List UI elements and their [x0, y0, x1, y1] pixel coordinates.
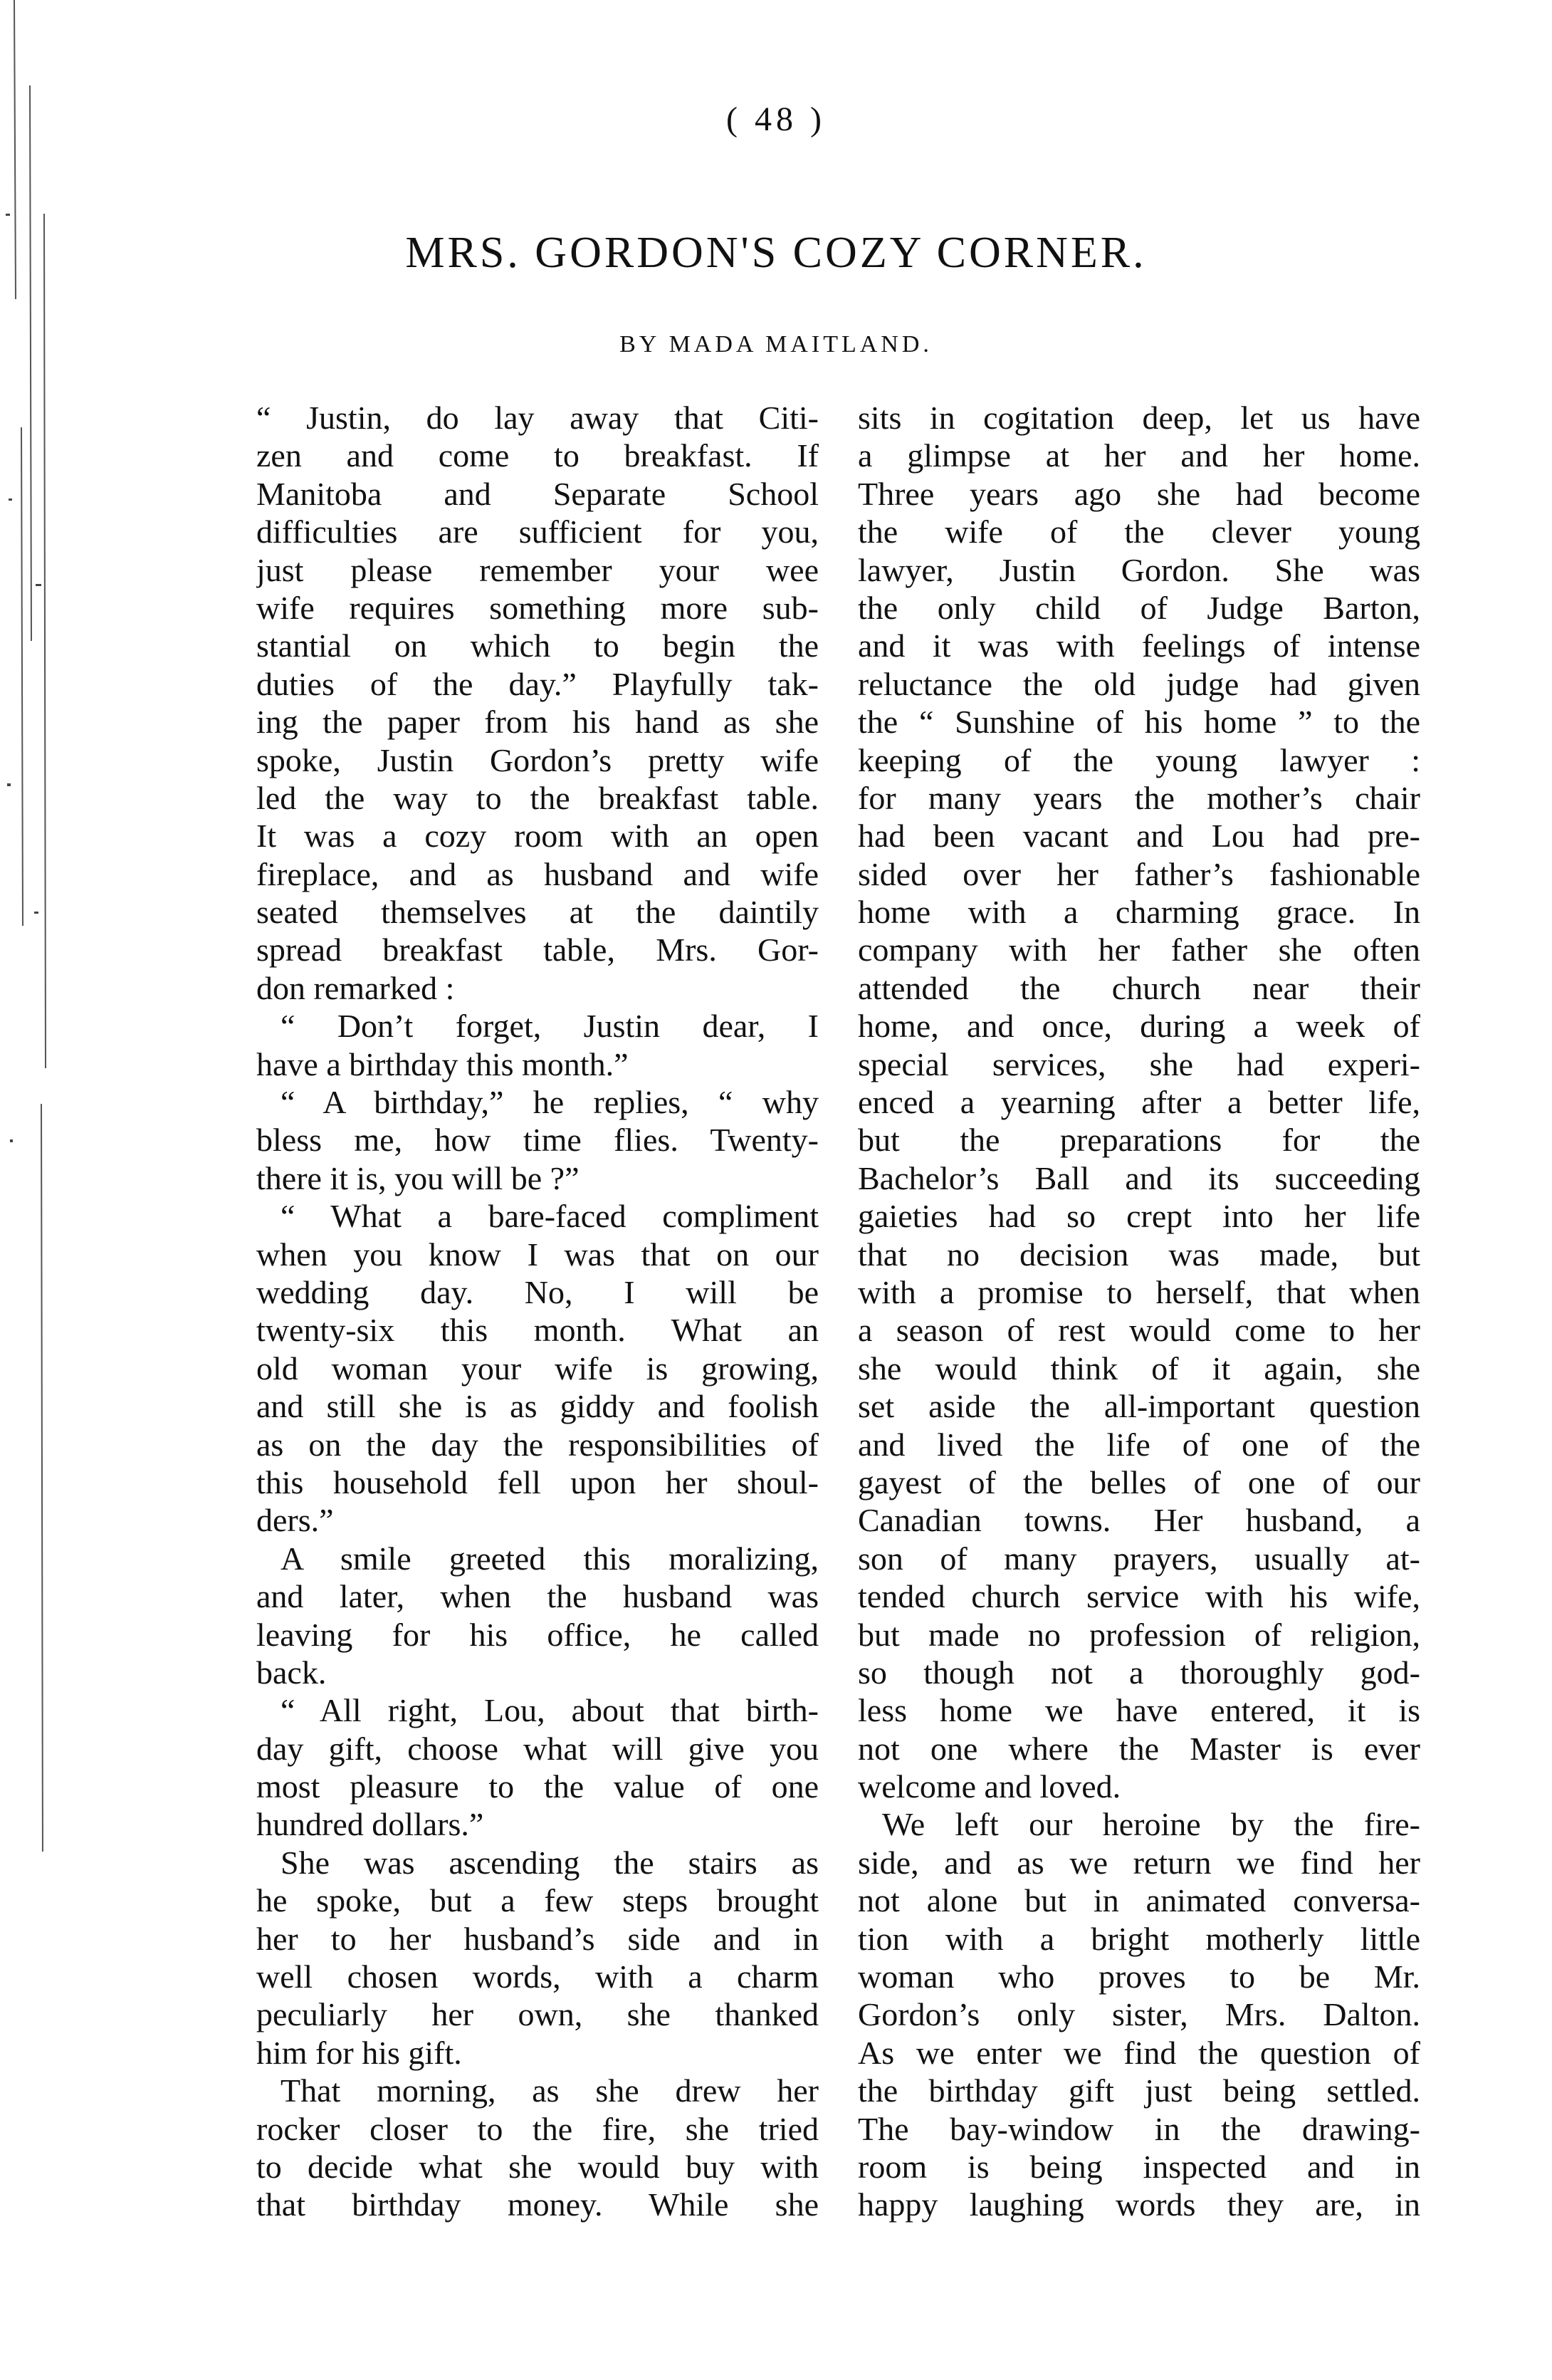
text-line: special services, she had experi- — [858, 1045, 1420, 1082]
text-line: so though not a thoroughly god- — [858, 1654, 1420, 1691]
text-line: a season of rest would come to her — [858, 1312, 1420, 1349]
text-line: enced a yearning after a better life, — [858, 1084, 1420, 1121]
text-line: hundred dollars.” — [256, 1806, 484, 1843]
text-line: home, and once, during a week of — [858, 1008, 1420, 1045]
text-line: set aside the all-important question — [858, 1388, 1420, 1425]
text-line: twenty-six this month. What an — [256, 1312, 819, 1349]
text-line: attended the church near their — [858, 969, 1420, 1006]
text-line: have a birthday this month.” — [256, 1045, 629, 1082]
text-line: for many years the mother’s chair — [858, 779, 1420, 816]
text-line: rocker closer to the fire, she tried — [256, 2110, 819, 2147]
text-line: most pleasure to the value of one — [256, 1768, 819, 1805]
text-line: when you know I was that on our — [256, 1236, 819, 1273]
text-line: and still she is as giddy and foolish — [256, 1388, 819, 1425]
text-line: woman who proves to be Mr. — [858, 1958, 1420, 1995]
text-line: tion with a bright motherly little — [858, 1920, 1420, 1957]
text-line: that no decision was made, but — [858, 1236, 1420, 1273]
text-line: Three years ago she had become — [858, 475, 1420, 512]
text-line: back. — [256, 1654, 327, 1691]
text-line: that birthday money. While she — [256, 2186, 819, 2223]
text-line: ders.” — [256, 1502, 334, 1539]
text-line: as on the day the responsibilities of — [256, 1426, 819, 1463]
text-line: bless me, how time flies. Twenty- — [256, 1122, 819, 1159]
text-line: home with a charming grace. In — [858, 894, 1420, 931]
article-column-left — [256, 399, 819, 2307]
text-line: sits in cogitation deep, let us have — [858, 400, 1420, 436]
text-line: to decide what she would buy with — [256, 2148, 819, 2185]
text-line: The bay-window in the drawing- — [858, 2110, 1420, 2147]
text-line: It was a cozy room with an open — [256, 818, 819, 855]
text-line: there it is, you will be ?” — [256, 1159, 580, 1196]
text-line: gaieties had so crept into her life — [858, 1198, 1420, 1235]
text-line: sided over her father’s fashionable — [858, 855, 1420, 892]
text-line: happy laughing words they are, in — [858, 2186, 1420, 2223]
text-line: As we enter we find the question of — [858, 2034, 1420, 2071]
text-line: the birthday gift just being settled. — [858, 2072, 1420, 2109]
text-line: spoke, Justin Gordon’s pretty wife — [256, 741, 819, 778]
text-line: led the way to the breakfast table. — [256, 779, 819, 816]
text-line: peculiarly her own, she thanked — [256, 1996, 819, 2033]
text-line: not one where the Master is ever — [858, 1730, 1420, 1767]
text-line: wife requires something more sub- — [256, 589, 819, 626]
text-line: Canadian towns. Her husband, a — [858, 1502, 1420, 1539]
text-line: Manitoba and Separate School — [256, 475, 819, 512]
text-line: day gift, choose what will give you — [256, 1730, 819, 1767]
text-line: spread breakfast table, Mrs. Gor- — [256, 931, 819, 969]
text-line: A smile greeted this moralizing, — [280, 1540, 819, 1577]
text-line: but the preparations for the — [858, 1122, 1420, 1159]
text-line: company with her father she often — [858, 931, 1420, 969]
text-line: duties of the day.” Playfully tak- — [256, 665, 819, 702]
text-line: “ What a bare-faced compliment — [280, 1198, 819, 1235]
text-line: keeping of the young lawyer : — [858, 741, 1420, 778]
text-line: she would think of it again, she — [858, 1350, 1420, 1387]
text-line: this household fell upon her shoul- — [256, 1463, 819, 1500]
text-line: seated themselves at the daintily — [256, 894, 819, 931]
margin-scan-marks — [0, 0, 64, 1852]
text-line: and lived the life of one of the — [858, 1426, 1420, 1463]
text-line: with a promise to herself, that when — [858, 1273, 1420, 1310]
byline: BY MADA MAITLAND. — [619, 331, 933, 357]
text-line: “ Don’t forget, Justin dear, I — [280, 1008, 819, 1045]
text-line: just please remember your wee — [256, 551, 819, 588]
article-title: MRS. GORDON'S COZY CORNER. — [405, 229, 1147, 277]
text-line: We left our heroine by the fire- — [882, 1806, 1420, 1843]
text-line: less home we have entered, it is — [858, 1692, 1420, 1729]
text-line: lawyer, Justin Gordon. She was — [858, 551, 1420, 588]
text-line: he spoke, but a few steps brought — [256, 1882, 819, 1919]
text-line: the only child of Judge Barton, — [858, 589, 1420, 626]
text-line: Gordon’s only sister, Mrs. Dalton. — [858, 1996, 1420, 2033]
text-line: “ All right, Lou, about that birth- — [280, 1692, 819, 1729]
text-line: leaving for his office, he called — [256, 1616, 819, 1653]
text-line: and it was with feelings of intense — [858, 627, 1420, 664]
text-line: had been vacant and Lou had pre- — [858, 818, 1420, 855]
text-line: difficulties are sufficient for you, — [256, 513, 819, 550]
text-line: not alone but in animated conversa- — [858, 1882, 1420, 1919]
text-line: fireplace, and as husband and wife — [256, 855, 819, 892]
text-line: son of many prayers, usually at- — [858, 1540, 1420, 1577]
text-line: tended church service with his wife, — [858, 1578, 1420, 1615]
text-line: “ A birthday,” he replies, “ why — [280, 1084, 819, 1121]
text-line: stantial on which to begin the — [256, 627, 819, 664]
text-line: welcome and loved. — [858, 1768, 1121, 1805]
text-line: him for his gift. — [256, 2034, 462, 2071]
text-line: gayest of the belles of one of our — [858, 1463, 1420, 1500]
text-line: don remarked : — [256, 969, 455, 1006]
text-line: “ Justin, do lay away that Citi- — [256, 400, 819, 436]
text-line: her to her husband’s side and in — [256, 1920, 819, 1957]
text-line: old woman your wife is growing, — [256, 1350, 819, 1387]
text-line: but made no profession of religion, — [858, 1616, 1420, 1653]
text-line: zen and come to breakfast. If — [256, 437, 819, 474]
text-line: and later, when the husband was — [256, 1578, 819, 1615]
text-line: well chosen words, with a charm — [256, 1958, 819, 1995]
text-line: the “ Sunshine of his home ” to the — [858, 704, 1420, 741]
text-line: reluctance the old judge had given — [858, 665, 1420, 702]
text-line: a glimpse at her and her home. — [858, 437, 1420, 474]
article-column-right — [858, 399, 1420, 2307]
text-line: Bachelor’s Ball and its succeeding — [858, 1159, 1420, 1196]
text-line: ing the paper from his hand as she — [256, 704, 819, 741]
text-line: side, and as we return we find her — [858, 1844, 1420, 1881]
text-line: That morning, as she drew her — [280, 2072, 819, 2109]
text-line: the wife of the clever young — [858, 513, 1420, 550]
text-line: She was ascending the stairs as — [280, 1844, 819, 1881]
text-line: wedding day. No, I will be — [256, 1273, 819, 1310]
page-number: ( 48 ) — [726, 100, 826, 138]
text-line: room is being inspected and in — [858, 2148, 1420, 2185]
